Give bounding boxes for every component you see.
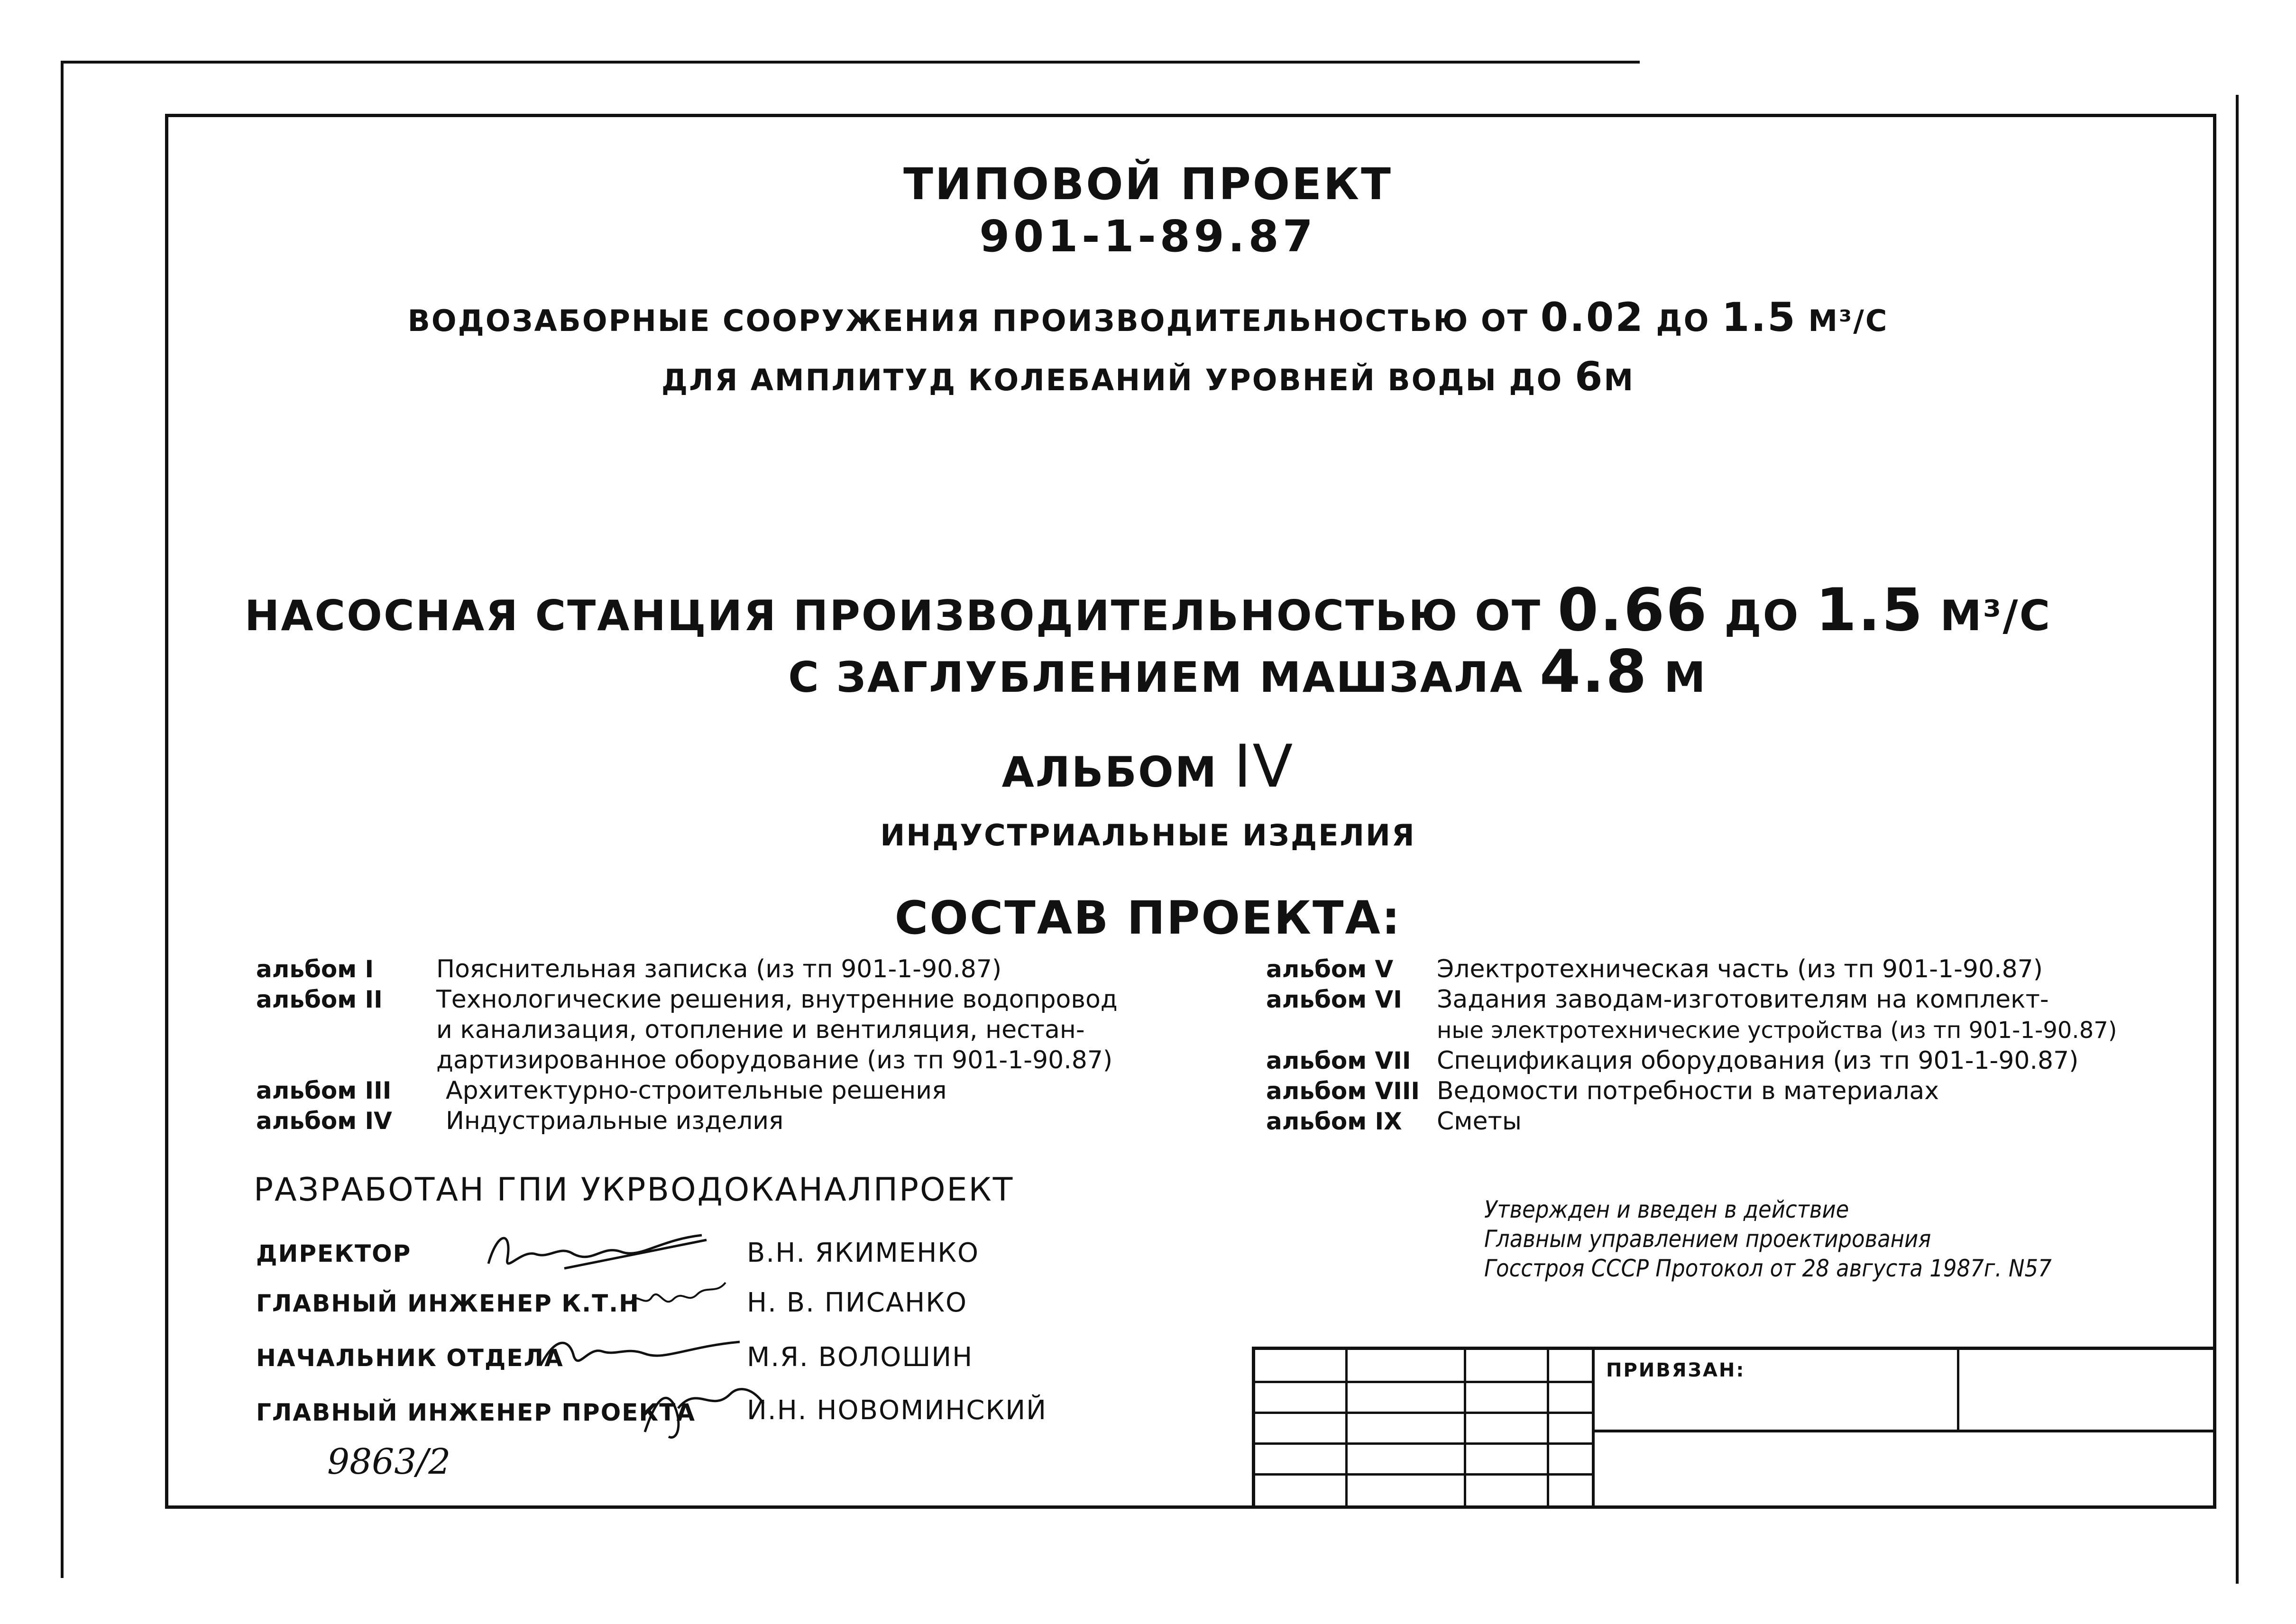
stamp-table xyxy=(1252,1347,2213,1505)
album-label: альбом VII xyxy=(1266,1047,1411,1074)
desc2-text-a: ДЛЯ АМПЛИТУД КОЛЕБАНИЙ УРОВНЕЙ ВОДЫ ДО xyxy=(661,363,1575,397)
composition-row xyxy=(1266,954,2214,984)
project-type-title: ТИПОВОЙ ПРОЕКТ xyxy=(903,159,1393,210)
name-project-chief-engineer: И.Н. НОВОМИНСКИЙ xyxy=(747,1395,1047,1426)
desc1-value-from: 0.02 xyxy=(1540,294,1644,340)
subject2-unit: М xyxy=(1664,653,1707,702)
composition-row xyxy=(1266,1106,2214,1137)
album-heading xyxy=(0,733,2296,801)
name-chief-engineer: Н. В. ПИСАНКО xyxy=(747,1287,968,1318)
composition-row xyxy=(256,954,1242,984)
desc1-unit: М³/С xyxy=(1796,303,1889,338)
album-label: АЛЬБОМ xyxy=(1001,748,1218,797)
role-chief-engineer: ГЛАВНЫЙ ИНЖЕНЕР К.Т.Н xyxy=(256,1290,640,1317)
album-label: альбом IV xyxy=(256,1107,392,1135)
album-label: альбом II xyxy=(256,986,383,1013)
composition-row xyxy=(256,1015,1242,1045)
developer-title: РАЗРАБОТАН ГПИ УКРВОДОКАНАЛПРОЕКТ xyxy=(254,1171,1014,1209)
album-desc: Сметы xyxy=(1437,1107,1522,1136)
approval-line2: Главным управлением проектирования xyxy=(1484,1225,1931,1253)
composition-title: СОСТАВ ПРОЕКТА: xyxy=(894,891,1402,945)
composition-row xyxy=(256,1045,1242,1075)
composition-right xyxy=(1266,954,2214,1137)
subject1-text-c: ДО xyxy=(1724,591,1800,640)
album-desc: Электротехническая часть (из тп 901-1-90.87) xyxy=(1437,955,2043,983)
subject2-value: 4.8 xyxy=(1539,638,1648,706)
name-department-head: М.Я. ВОЛОШИН xyxy=(747,1342,974,1373)
stamp-label: ПРИВЯЗАН: xyxy=(1606,1359,1745,1381)
album-desc: дартизированное оборудование (из тп 901-1-90.87) xyxy=(436,1046,1113,1074)
subject2-text-a: С ЗАГЛУБЛЕНИЕМ МАШЗАЛА xyxy=(788,653,1524,702)
composition-row xyxy=(256,984,1242,1015)
album-label: альбом VI xyxy=(1266,986,1402,1013)
subject-line2 xyxy=(0,638,2296,706)
album-label: альбом V xyxy=(1266,955,1394,983)
role-department-head: НАЧАЛЬНИК ОТДЕЛА xyxy=(256,1344,564,1372)
album-label: альбом I xyxy=(256,955,374,983)
album-desc: Задания заводам-изготовителям на комплект- xyxy=(1437,985,2049,1014)
role-director: ДИРЕКТОР xyxy=(256,1240,412,1267)
album-label: альбом III xyxy=(256,1077,392,1104)
album-desc: и канализация, отопление и вентиляция, нестан- xyxy=(436,1016,1085,1044)
project-description-line1 xyxy=(0,294,2296,340)
signature-director xyxy=(479,1221,716,1283)
sheet-top-line xyxy=(61,61,1640,64)
album-desc: Спецификация оборудования (из тп 901-1-90.87) xyxy=(1437,1046,2079,1075)
album-desc: Технологические решения, внутренние водопровод xyxy=(436,985,1118,1014)
role-project-chief-engineer: ГЛАВНЫЙ ИНЖЕНЕР ПРОЕКТА xyxy=(256,1399,696,1426)
album-desc: Архитектурно-строительные решения xyxy=(446,1076,947,1105)
signature-chief-engineer xyxy=(626,1275,730,1318)
album-desc: Пояснительная записка (из тп 901-1-90.87) xyxy=(436,955,1002,983)
album-label: альбом VIII xyxy=(1266,1077,1420,1105)
composition-left xyxy=(256,954,1242,1136)
album-desc: Индустриальные изделия xyxy=(446,1107,784,1135)
subject-line1 xyxy=(0,576,2296,644)
signature-department-head xyxy=(536,1328,744,1375)
signature-project-chief-engineer xyxy=(635,1375,768,1446)
composition-row xyxy=(1266,1076,2214,1106)
album-title: ИНДУСТРИАЛЬНЫЕ ИЗДЕЛИЯ xyxy=(880,818,1416,853)
desc2-value: 6 xyxy=(1574,353,1604,400)
subject1-text-a: НАСОСНАЯ СТАНЦИЯ ПРОИЗВОДИТЕЛЬНОСТЬЮ ОТ xyxy=(244,591,1542,640)
composition-row xyxy=(1266,984,2214,1015)
name-director: В.Н. ЯКИМЕНКО xyxy=(747,1238,980,1268)
subject1-value-from: 0.66 xyxy=(1557,576,1708,644)
approval-line3: Госстроя СССР Протокол от 28 августа 1987г. N57 xyxy=(1484,1255,2052,1282)
approval-line1: Утвержден и введен в действие xyxy=(1484,1196,1849,1223)
composition-row xyxy=(1266,1046,2214,1076)
project-number: 901-1-89.87 xyxy=(979,211,1317,262)
document-number: 9863/2 xyxy=(327,1441,451,1482)
approval-block xyxy=(1484,1195,2052,1283)
composition-row xyxy=(256,1075,1242,1106)
project-description-line2 xyxy=(0,353,2296,400)
subject1-value-to: 1.5 xyxy=(1816,576,1924,644)
composition-row xyxy=(1266,1015,2214,1046)
album-desc: Ведомости потребности в материалах xyxy=(1437,1077,1939,1105)
desc2-unit: М xyxy=(1604,363,1635,397)
desc1-text-a: ВОДОЗАБОРНЫЕ СООРУЖЕНИЯ ПРОИЗВОДИТЕЛЬНОСТЬЮ ОТ xyxy=(407,303,1541,338)
desc1-text-c: ДО xyxy=(1644,303,1722,338)
desc1-value-to: 1.5 xyxy=(1721,294,1797,340)
composition-row xyxy=(256,1106,1242,1136)
subject1-unit: М³/С xyxy=(1940,591,2052,640)
album-label: альбом IX xyxy=(1266,1108,1402,1135)
album-number: IV xyxy=(1233,733,1295,801)
album-desc: ные электротехнические устройства (из тп 901-1-90.87) xyxy=(1437,1017,2117,1044)
